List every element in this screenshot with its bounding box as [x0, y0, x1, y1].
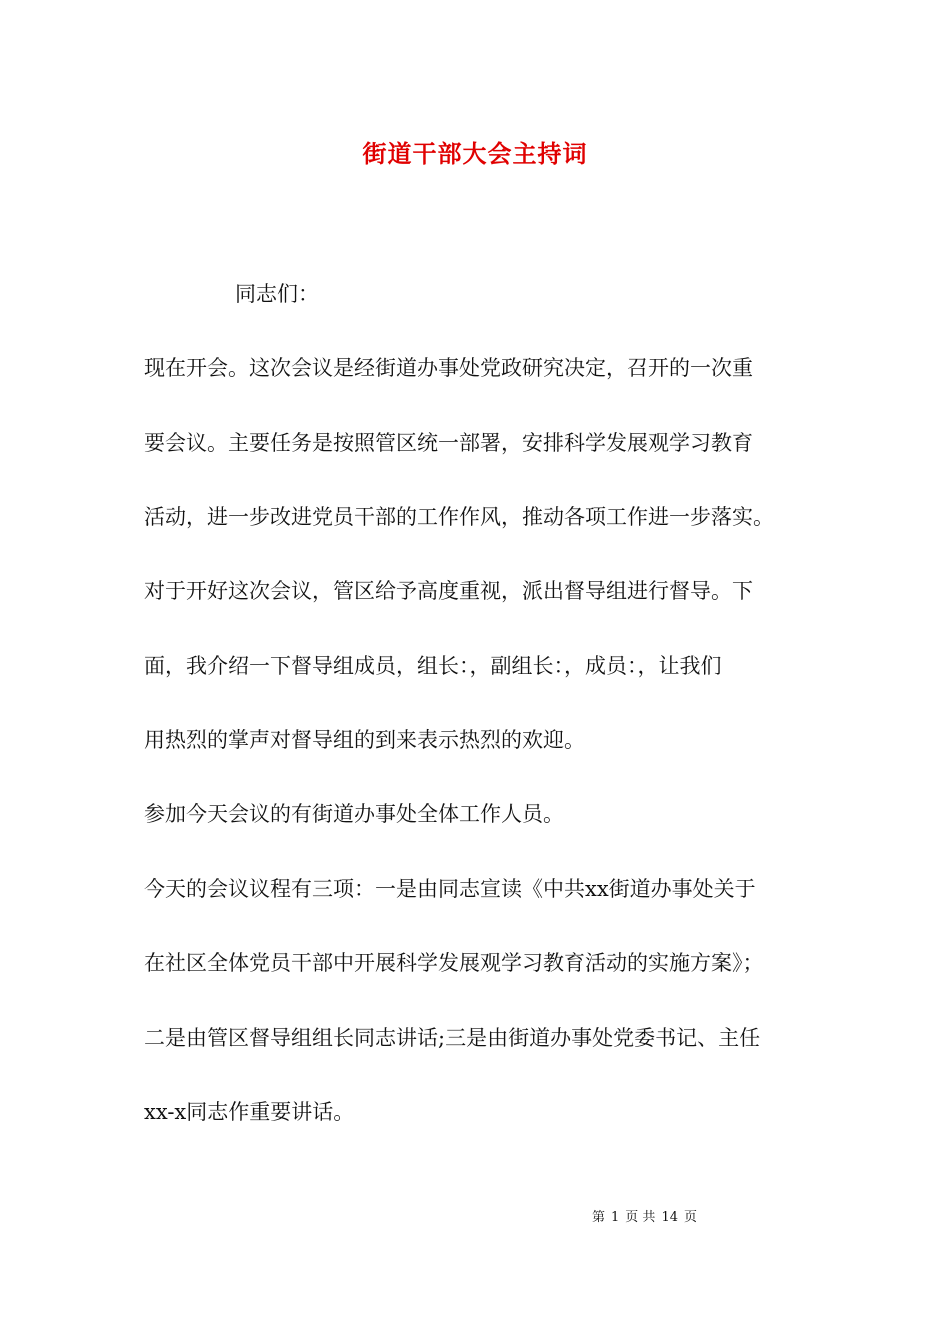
page-footer — [592, 1209, 703, 1227]
footer-prefix: 第 — [592, 1210, 606, 1225]
footer-suffix: 页 — [683, 1210, 697, 1225]
body-line: 今天的会议议程有三项：一是由同志宣读《中共xx街道办事处关于 — [144, 877, 756, 901]
footer-middle: 页 共 — [625, 1210, 656, 1225]
footer-page-number: 1 — [611, 1210, 620, 1225]
body-line: xx-x同志作重要讲话。 — [144, 1100, 355, 1124]
body-line: 二是由管区督导组组长同志讲话;三是由街道办事处党委书记、主任 — [144, 1026, 761, 1050]
body-line: 在社区全体党员干部中开展科学发展观学习教育活动的实施方案》； — [144, 951, 764, 975]
document-title: 街道干部大会主持词 — [362, 139, 588, 168]
body-line: 活动，进一步改进党员干部的工作作风，推动各项工作进一步落实。 — [144, 505, 774, 529]
body-line: 用热烈的掌声对督导组的到来表示热烈的欢迎。 — [144, 728, 585, 752]
body-line: 要会议。主要任务是按照管区统一部署，安排科学发展观学习教育 — [144, 431, 753, 455]
body-line: 参加今天会议的有街道办事处全体工作人员。 — [144, 802, 564, 826]
salutation: 同志们： — [235, 282, 319, 306]
body-line: 现在开会。这次会议是经街道办事处党政研究决定，召开的一次重 — [144, 356, 753, 380]
body-line: 面，我介绍一下督导组成员，组长：，副组长：，成员：，让我们 — [144, 654, 722, 678]
body-line: 对于开好这次会议，管区给予高度重视，派出督导组进行督导。下 — [144, 579, 753, 603]
footer-total-pages: 14 — [661, 1210, 678, 1225]
